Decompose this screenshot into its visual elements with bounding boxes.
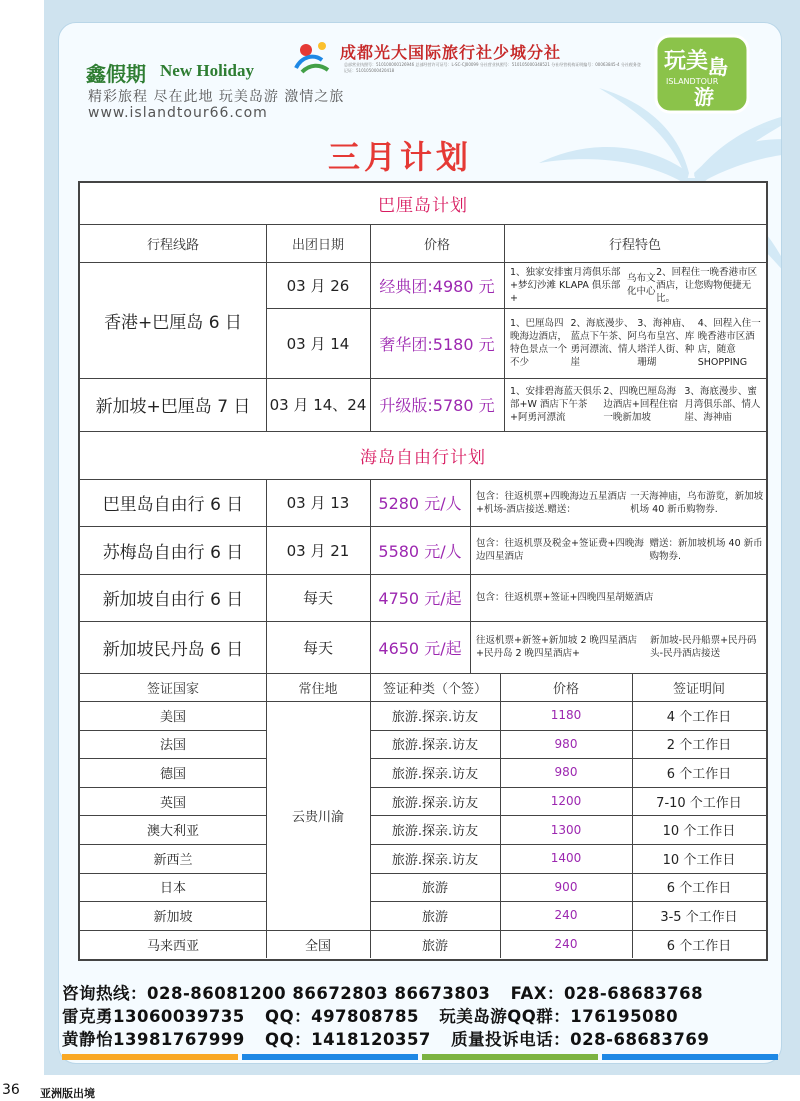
tour-features (504, 308, 766, 378)
section-title-free: 海岛自由行计划 (360, 447, 486, 468)
feature-line: 2、海底漫步、蓝点下午茶、阿勇河漂流、情人崖 (570, 318, 638, 368)
svg-text:玩美: 玩美 (664, 49, 709, 74)
visa-time: 6 个工作日 (666, 766, 732, 782)
route-name: 香港+巴厘岛 6 日 (104, 312, 242, 333)
page-title: 三月计划 (327, 138, 472, 176)
agency-name: 成都光大国际旅行社少城分社 (340, 43, 562, 62)
website-link[interactable]: www.islandtour66.com (88, 105, 268, 121)
brand-name-en: New Holiday (160, 61, 254, 80)
tour-price: 奢华团:5180 元 (379, 334, 495, 354)
visa-price: 240 (554, 937, 578, 952)
free-date: 每天 (302, 638, 333, 657)
visa-type: 旅游.探亲.访友 (391, 709, 479, 725)
tour-features (504, 262, 766, 308)
visa-country: 法国 (159, 738, 186, 754)
feature-line: 赠送：新加坡机场 40 新币购物券. (649, 538, 763, 562)
free-detail (470, 479, 766, 526)
visa-type: 旅游.探亲.访友 (391, 795, 479, 811)
agency-logo-icon (292, 38, 332, 76)
visa-country: 澳大利亚 (146, 824, 199, 840)
visa-time: 2 个工作日 (666, 738, 732, 754)
visa-time: 4 个工作日 (666, 709, 732, 725)
section-title-bali: 巴厘岛计划 (378, 196, 468, 216)
visa-header: 签证明间 (672, 681, 725, 697)
visa-type: 旅游.探亲.访友 (391, 852, 479, 868)
feature-line: 一天海神庙，乌布游览，新加坡机场 40 新币购物券. (630, 490, 764, 515)
visa-type: 旅游.探亲.访友 (391, 824, 479, 840)
brand-name-cn: 鑫假期 (86, 62, 146, 86)
visa-price: 980 (554, 765, 578, 780)
feature-line: 2、四晚巴厘岛海边酒店+回程住宿一晚新加坡 (603, 386, 678, 423)
feature-line: 1、巴厘岛四晚海边酒店，特色景点一个不少 (510, 318, 568, 368)
visa-price: 1180 (550, 708, 582, 723)
tour-price: 经典团:4980 元 (379, 276, 495, 296)
visa-type: 旅游 (421, 909, 448, 925)
footer-line-2 (62, 1003, 692, 1027)
footer-stripe-yellow (62, 1054, 238, 1060)
feature-line: 1、安排碧海蓝天俱乐部+W 酒店下午茶+阿勇河漂流 (510, 386, 602, 423)
visa-time: 6 个工作日 (666, 881, 732, 897)
visa-time: 10 个工作日 (662, 824, 736, 840)
table-rule (632, 673, 633, 958)
feature-line: 4、回程入住一晚香港市区酒店，随意 SHOPPING (697, 318, 761, 368)
visa-country: 美国 (159, 709, 186, 725)
feature-line: 3、海底漫步、蜜月湾俱乐部、情人崖、海神庙 (684, 386, 761, 423)
departure-date: 03 月 14 (286, 334, 350, 353)
free-detail (470, 621, 766, 673)
footer-stripe-blue-2 (602, 1054, 778, 1060)
visa-residence: 全国 (304, 938, 331, 954)
departure-date: 03 月 26 (286, 276, 350, 295)
free-date: 每天 (302, 589, 333, 607)
header-features: 行程特色 (608, 237, 661, 253)
free-detail (470, 526, 766, 574)
visa-country: 新加坡 (153, 909, 193, 925)
magazine-name: 亚洲版出境 (40, 1087, 95, 1100)
visa-price: 1400 (550, 851, 582, 866)
plan-table (78, 181, 768, 961)
free-date: 03 月 21 (286, 541, 350, 560)
visa-price: 1200 (550, 794, 582, 809)
visa-price: 1300 (550, 822, 582, 837)
feature-line: 包含：往返机票+签证+四晚四星胡姬酒店 (476, 592, 654, 603)
header-price: 价格 (423, 237, 450, 253)
visa-country: 日本 (159, 881, 186, 897)
free-price: 4750 元/起 (378, 589, 462, 608)
tour-price: 升级版:5780 元 (379, 396, 495, 415)
footer-line-1 (62, 980, 717, 1004)
visa-header: 签证国家 (146, 681, 199, 697)
table-rule (500, 673, 501, 958)
feature-line: 乌布文化中心 (626, 273, 656, 297)
contact-person-1: 雷克勇13060039735 (62, 1007, 245, 1026)
table-rule (470, 479, 471, 673)
visa-country: 马来西亚 (146, 938, 199, 954)
svg-text:游: 游 (694, 85, 714, 109)
visa-type: 旅游.探亲.访友 (391, 738, 479, 754)
svg-text:ISLANDTOUR: ISLANDTOUR (666, 77, 719, 86)
footer-stripe-blue (242, 1054, 418, 1060)
route-name: 新加坡+巴厘岛 7 日 (95, 397, 251, 417)
visa-time: 7-10 个工作日 (656, 795, 742, 811)
feature-line: 往返机票+新签+新加坡 2 晚四星酒店+民丹岛 2 晚四星酒店+ (476, 635, 638, 659)
tour-features (504, 378, 766, 431)
free-price: 4650 元/起 (378, 638, 462, 658)
header-date: 出团日期 (291, 237, 344, 253)
slogan: 精彩旅程 尽在此地 玩美岛游 激情之旅 (88, 89, 345, 105)
visa-price: 980 (554, 736, 578, 751)
free-price: 5580 元/人 (378, 541, 462, 561)
departure-date: 03 月 14、24 (269, 396, 367, 414)
free-detail (470, 574, 766, 621)
table-rule (370, 479, 371, 673)
free-route-name: 新加坡自由行 6 日 (102, 590, 244, 610)
feature-line: 2、回程住一晚香港市区酒店，让您购物便捷无比。 (656, 266, 758, 304)
table-rule (266, 673, 267, 958)
visa-residence: 云贵川渝 (291, 809, 344, 825)
visa-type: 旅游 (421, 938, 448, 954)
svg-text:島: 島 (708, 55, 728, 79)
page-number: 36 (2, 1082, 20, 1098)
visa-header: 签证种类（个签） (382, 681, 487, 697)
feature-line: 新加坡-民丹船票+民丹码头-民丹酒店接送 (650, 635, 757, 659)
visa-country: 新西兰 (153, 852, 193, 868)
island-tour-logo (654, 34, 750, 114)
free-route-name: 巴里岛自由行 6 日 (102, 495, 244, 515)
visa-country: 英国 (159, 795, 186, 811)
contact-qq-2: QQ：1418120357 (265, 1030, 431, 1049)
visa-time: 6 个工作日 (666, 938, 732, 954)
visa-header: 价格 (552, 681, 579, 697)
feature-line: 包含：往返机票+四晚海边五星酒店+机场-酒店接送.赠送： (476, 490, 627, 515)
contact-person-2: 黄静怡13981767999 (62, 1030, 245, 1049)
free-price: 5280 元/人 (378, 494, 462, 513)
visa-price: 240 (554, 908, 578, 923)
footer-stripe-green (422, 1054, 598, 1060)
visa-time: 3-5 个工作日 (660, 909, 738, 925)
feature-line: 包含：往返机票及税金+签证费+四晚海边四星酒店 (476, 538, 644, 562)
visa-price: 900 (554, 879, 578, 894)
complaint-phone: 质量投诉电话：028-68683769 (451, 1030, 710, 1049)
free-route-name: 新加坡民丹岛 6 日 (102, 639, 244, 660)
table-rule (370, 673, 371, 958)
hotline: 咨询热线：028-86081200 86672803 86673803 (62, 984, 491, 1003)
header-route: 行程线路 (146, 237, 199, 253)
feature-line: 3、海神庙、乌布皇宫、库塔洋人街、种珊瑚 (637, 318, 695, 368)
visa-type: 旅游 (421, 881, 448, 897)
footer-line-3 (62, 1026, 723, 1050)
visa-type: 旅游.探亲.访友 (391, 766, 479, 782)
visa-header: 常住地 (298, 681, 338, 697)
agency-registration: 总部营业执照号：510100000126946 总部经营许可证号：L-SC-CJ00099 分社营业执照号：510105000348521 分社经营机构证明编号：00063845-4 分社税务登记证：510105000420418 (344, 62, 641, 73)
visa-country: 德国 (159, 766, 186, 782)
contact-qq-1: QQ：497808785 (265, 1007, 419, 1026)
table-rule (266, 479, 267, 673)
free-date: 03 月 13 (286, 494, 350, 512)
visa-time: 10 个工作日 (662, 852, 736, 868)
feature-line: 1、独家安排蜜月湾俱乐部+梦幻沙滩 KLAPA 俱乐部+ (510, 266, 621, 304)
free-route-name: 苏梅岛自由行 6 日 (102, 542, 244, 563)
fax: FAX：028-68683768 (510, 984, 704, 1003)
qq-group: 玩美岛游QQ群：176195080 (439, 1007, 679, 1026)
